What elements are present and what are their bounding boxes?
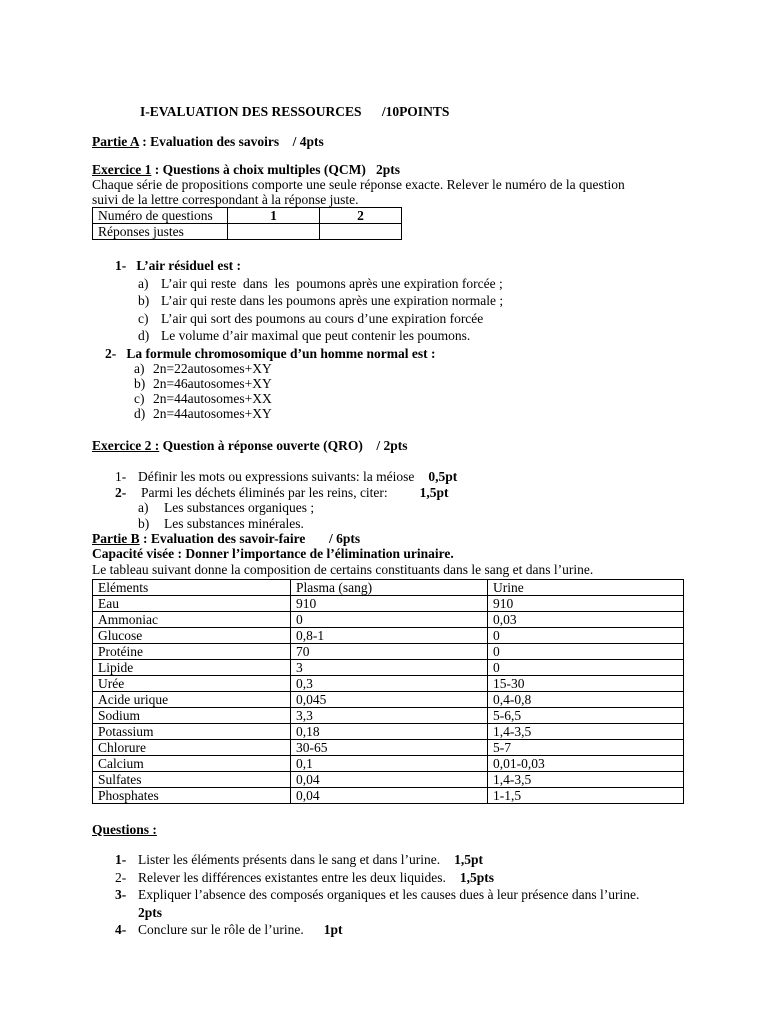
partie-a-heading <box>92 134 324 149</box>
answer-cell-2[interactable] <box>320 224 402 240</box>
exercice-2-item-1: 1- Définir les mots ou expressions suivants: la méiose 0,5pt <box>115 469 458 484</box>
table-cell: 5-6,5 <box>488 708 684 724</box>
points: 0,5pt <box>428 469 458 484</box>
table-cell: Sulfates <box>93 772 291 788</box>
table-cell: 0 <box>488 628 684 644</box>
table-cell: 0,4-0,8 <box>488 692 684 708</box>
table-cell: 5-7 <box>488 740 684 756</box>
table-cell: 0,04 <box>291 788 488 804</box>
question-item-2: 2- Relever les différences existantes entre les deux liquides. 1,5pts <box>115 870 495 885</box>
table-cell: 0,18 <box>291 724 488 740</box>
table-cell: 910 <box>488 596 684 612</box>
table-row <box>93 660 684 676</box>
qcm-answer-table <box>92 207 402 240</box>
list-item: d) Le volume d’air maximal que peut contenir les poumons. <box>138 328 471 343</box>
column-header: Plasma (sang) <box>291 580 488 596</box>
list-item: c) 2n=44autosomes+XX <box>134 391 272 406</box>
question-text: L’air résiduel est : <box>136 258 241 273</box>
question-number: 1- <box>115 258 127 273</box>
table-row <box>93 740 684 756</box>
table-row <box>93 708 684 724</box>
table-cell: Réponses justes <box>93 224 228 240</box>
table-cell: Protéine <box>93 644 291 660</box>
table-cell: Lipide <box>93 660 291 676</box>
table-cell: 0 <box>488 660 684 676</box>
question-text: La formule chromosomique d’un homme normal est : <box>126 346 436 361</box>
exercice-2-heading <box>92 438 407 453</box>
composition-table <box>92 579 684 804</box>
list-item: b) Les substances minérales. <box>138 516 304 531</box>
table-cell: Glucose <box>93 628 291 644</box>
table-cell: Numéro de questions <box>93 208 228 224</box>
table-cell: 3 <box>291 660 488 676</box>
page-title: I-EVALUATION DES RESSOURCES /10POINTS <box>140 104 450 119</box>
partie-a-label: Partie A <box>92 134 139 149</box>
partie-a-title: : Evaluation des savoirs / 4pts <box>138 134 324 149</box>
exercice-1-instruction-line2: suivi de la lettre correspondant à la réponse juste. <box>92 192 359 207</box>
table-cell: 3,3 <box>291 708 488 724</box>
table-cell: 1-1,5 <box>488 788 684 804</box>
column-header: Eléments <box>93 580 291 596</box>
table-cell: 30-65 <box>291 740 488 756</box>
points: 1pt <box>323 922 343 937</box>
table-cell: 0 <box>488 644 684 660</box>
table-cell: 70 <box>291 644 488 660</box>
table-header-row <box>93 580 684 596</box>
table-cell: Ammoniac <box>93 612 291 628</box>
table-row <box>93 756 684 772</box>
column-header: Urine <box>488 580 684 596</box>
list-item: c) L’air qui sort des poumons au cours d’une expiration forcée <box>138 311 484 326</box>
table-cell: 1,4-3,5 <box>488 772 684 788</box>
table-cell: 1,4-3,5 <box>488 724 684 740</box>
table-cell: Calcium <box>93 756 291 772</box>
table-cell: 0 <box>291 612 488 628</box>
table-cell: 15-30 <box>488 676 684 692</box>
table-cell: Eau <box>93 596 291 612</box>
list-item: b) 2n=46autosomes+XY <box>134 376 272 391</box>
table-row <box>93 596 684 612</box>
table-row <box>93 644 684 660</box>
table-cell: 2 <box>320 208 402 224</box>
points: 2pts <box>138 905 163 920</box>
table-cell: Phosphates <box>93 788 291 804</box>
table-row <box>93 772 684 788</box>
table-cell: 0,03 <box>488 612 684 628</box>
table-cell: Potassium <box>93 724 291 740</box>
table-row <box>93 628 684 644</box>
table-cell: Urée <box>93 676 291 692</box>
table-row <box>93 208 402 224</box>
qcm-question-2 <box>105 346 435 361</box>
partie-b-heading <box>92 531 360 546</box>
table-cell: 0,3 <box>291 676 488 692</box>
table-row <box>93 724 684 740</box>
exercice-1-title: : Questions à choix multiples (QCM) 2pts <box>151 162 400 177</box>
questions-heading: Questions : <box>92 822 157 837</box>
question-item-1: 1- Lister les éléments présents dans le sang et dans l’urine. 1,5pt <box>115 852 484 867</box>
question-number: 2- <box>105 346 117 361</box>
exercice-2-label: Exercice 2 : <box>92 438 160 453</box>
table-cell: Sodium <box>93 708 291 724</box>
answer-cell-1[interactable] <box>228 224 320 240</box>
table-cell: 0,01-0,03 <box>488 756 684 772</box>
partie-b-title: : Evaluation des savoir-faire / 6pts <box>139 531 361 546</box>
list-item: a) Les substances organiques ; <box>138 500 315 515</box>
exercice-2-title: Question à réponse ouverte (QRO) / 2pts <box>159 438 408 453</box>
table-row <box>93 612 684 628</box>
capacite-visee: Capacité visée : Donner l’importance de l’élimination urinaire. <box>92 546 454 561</box>
list-item: d) 2n=44autosomes+XY <box>134 406 272 421</box>
list-item: b) L’air qui reste dans les poumons après une expiration normale ; <box>138 293 504 308</box>
exercice-2-item-2: 2- Parmi les déchets éliminés par les reins, citer: 1,5pt <box>115 485 449 500</box>
qcm-question-1 <box>115 258 241 273</box>
table-cell: 1 <box>228 208 320 224</box>
list-item: a) 2n=22autosomes+XY <box>134 361 272 376</box>
exercice-1-label: Exercice 1 <box>92 162 152 177</box>
table-row <box>93 676 684 692</box>
points: 1,5pt <box>419 485 449 500</box>
list-item: a) L’air qui reste dans les poumons après une expiration forcée ; <box>138 276 503 291</box>
table-cell: 0,045 <box>291 692 488 708</box>
partie-b-label: Partie B <box>92 531 140 546</box>
exercice-1-heading <box>92 162 400 177</box>
table-cell: Chlorure <box>93 740 291 756</box>
table-intro: Le tableau suivant donne la composition de certains constituants dans le sang et dans l’urine. <box>92 562 594 577</box>
question-item-4: 4- Conclure sur le rôle de l’urine. 1pt <box>115 922 343 937</box>
table-row <box>93 224 402 240</box>
table-cell: 0,04 <box>291 772 488 788</box>
question-item-3: 3- Expliquer l’absence des composés organiques et les causes dues à leur présence dans l’urine. <box>115 887 640 902</box>
table-cell: 0,8-1 <box>291 628 488 644</box>
table-row <box>93 788 684 804</box>
exercice-1-instruction-line1: Chaque série de propositions comporte une seule réponse exacte. Relever le numéro de la question <box>92 177 625 192</box>
points: 1,5pt <box>454 852 484 867</box>
points: 1,5pts <box>459 870 495 885</box>
table-cell: 0,1 <box>291 756 488 772</box>
table-row <box>93 692 684 708</box>
table-cell: 910 <box>291 596 488 612</box>
table-cell: Acide urique <box>93 692 291 708</box>
